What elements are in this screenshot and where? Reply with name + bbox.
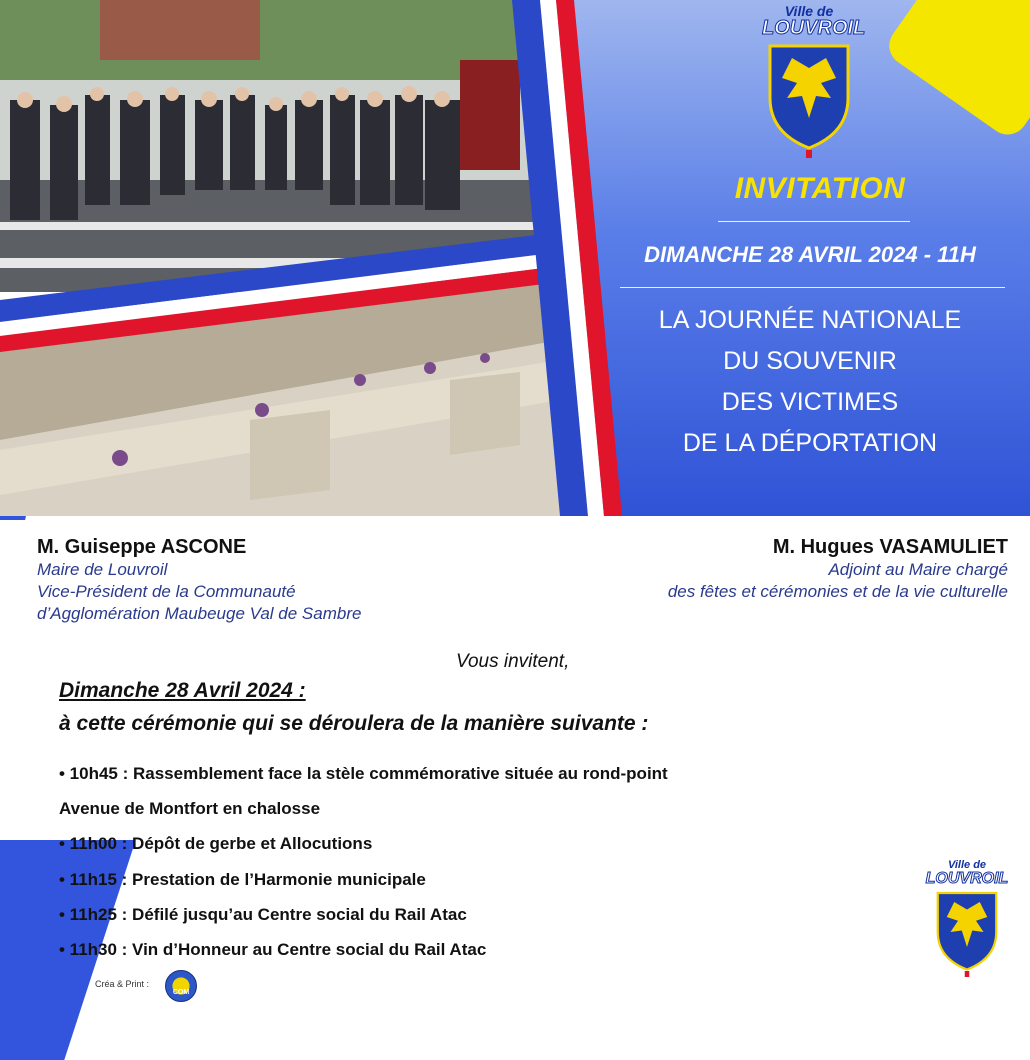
invite-phrase: Vous invitent, (456, 651, 570, 672)
program-item: • 11h00 : Dépôt de gerbe et Allocutions (59, 834, 373, 853)
host-left-name: M. Guiseppe ASCONE (37, 536, 247, 558)
event-title-line: DES VICTIMES (721, 388, 899, 416)
tricolor-ribbon (0, 0, 640, 520)
host-left (37, 536, 361, 625)
host-right-role: des fêtes et cérémonies et de la vie culturelle (667, 582, 1008, 601)
host-right-name: M. Hugues VASAMULIET (772, 536, 1008, 558)
program-date-heading: Dimanche 28 Avril 2024 : (59, 679, 306, 702)
crest-ville-de: Ville de (784, 3, 834, 19)
com-logo: COM (165, 970, 197, 1002)
crest-name: LOUVROIL (762, 17, 866, 39)
invitation-title: INVITATION (734, 172, 906, 205)
host-right (668, 536, 1008, 603)
louvroil-crest-top (762, 3, 866, 169)
event-title-line: DE LA DÉPORTATION (682, 429, 938, 457)
host-left-role: Vice-Président de la Communauté (37, 582, 296, 601)
host-left-role: Maire de Louvroil (37, 560, 168, 579)
event-title-line: DU SOUVENIR (723, 347, 897, 375)
program-intro: à cette cérémonie qui se déroulera de la manière suivante : (59, 712, 649, 735)
program-item: • 11h30 : Vin d’Honneur au Centre social du Rail Atac (59, 940, 487, 959)
eagle-shield-icon (762, 38, 856, 158)
host-right-role: Adjoint au Maire chargé (828, 560, 1008, 579)
host-left-role: d’Agglomération Maubeuge Val de Sambre (37, 604, 362, 623)
event-title-line: LA JOURNÉE NATIONALE (658, 306, 962, 334)
program-item: • 10h45 : Rassemblement face la stèle commémorative située au rond-point (59, 764, 668, 783)
event-title (600, 300, 1020, 464)
divider-line (620, 287, 1005, 288)
eagle-shield-icon (925, 887, 1009, 977)
program-item: • 11h25 : Défilé jusqu’au Centre social du Rail Atac (59, 905, 467, 924)
louvroil-crest-bottom (925, 860, 1009, 985)
decor-yellow-corner (881, 0, 1030, 142)
program-item: • 11h15 : Prestation de l’Harmonie municipale (59, 870, 426, 889)
crest-name: LOUVROIL (925, 870, 1009, 887)
credit-label: Créa & Print : (95, 979, 150, 989)
program-item: Avenue de Montfort en chalosse (59, 799, 321, 818)
divider-line (718, 221, 910, 222)
event-date-time: DIMANCHE 28 AVRIL 2024 - 11H (644, 242, 976, 267)
crest-ville-de: Ville de (947, 859, 987, 871)
